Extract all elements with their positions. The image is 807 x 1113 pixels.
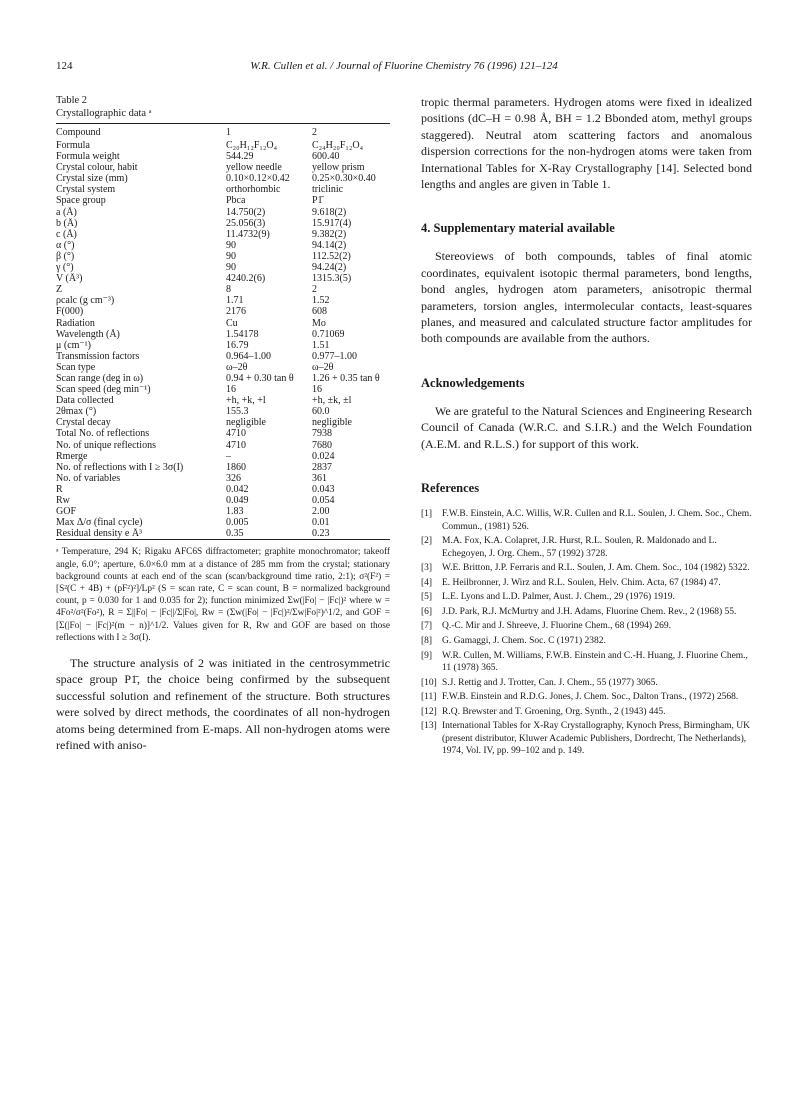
row-label-cell: β (°) (56, 250, 75, 262)
row-label-cell: Scan type (56, 361, 96, 373)
reference-item (421, 635, 752, 647)
reference-number: [3] (421, 563, 433, 574)
table-row (56, 184, 390, 195)
reference-text: S.J. Rettig and J. Trotter, Can. J. Chem., 55 (1977) 3065. (442, 677, 658, 688)
reference-item (421, 535, 752, 560)
value-cell: 94.24(2) (312, 262, 347, 274)
value-cell: 60.0 (312, 406, 330, 418)
value-cell: 7938 (312, 428, 332, 440)
row-label-cell: Scan range (deg in ω) (56, 372, 144, 384)
value-cell: 2.00 (312, 506, 330, 518)
row-label-cell: GOF (56, 506, 77, 518)
value-cell: 544.29 (226, 151, 254, 163)
value-cell: 2176 (226, 306, 246, 318)
reference-text: J.D. Park, R.J. McMurtry and J.H. Adams, Fluorine Chem. Rev., 2 (1968) 55. (442, 606, 737, 617)
value-cell: 1.83 (226, 506, 244, 518)
value-cell: 16.79 (226, 339, 249, 351)
row-label-cell: No. of variables (56, 472, 121, 484)
reference-number: [5] (421, 592, 433, 603)
value-cell: 90 (226, 262, 236, 274)
header-cell: Compound (56, 127, 101, 138)
value-cell: 25.056(3) (226, 217, 266, 229)
row-label-cell: Formula (56, 140, 90, 151)
value-cell: 0.042 (226, 483, 249, 495)
value-cell: 0.054 (312, 495, 335, 506)
left-column (56, 94, 390, 753)
value-cell: 0.005 (226, 517, 249, 529)
value-cell: 0.964–1.00 (226, 350, 271, 362)
table-row (56, 517, 390, 528)
value-cell: – (226, 450, 231, 462)
value-cell: orthorhombic (226, 184, 281, 196)
right-column (421, 94, 752, 760)
table-row (56, 462, 390, 473)
value-cell: 0.10×0.12×0.42 (226, 173, 290, 185)
table-row (56, 207, 390, 218)
reference-number: [12] (421, 706, 437, 717)
journal-citation: W.R. Cullen et al. / Journal of Fluorine Chemistry 76 (1996) 121–124 (250, 60, 558, 72)
reference-text: Q.-C. Mir and J. Shreeve, J. Fluorine Chem., 68 (1994) 269. (442, 621, 672, 632)
value-cell: 90 (226, 250, 236, 262)
row-label-cell: No. of reflections with I ≥ 3σ(I) (56, 461, 184, 473)
table-row (56, 306, 390, 317)
value-cell: 0.71069 (312, 328, 345, 340)
row-label-cell: a (Å) (56, 206, 77, 218)
table-row (56, 373, 390, 384)
value-cell: 1315.3(5) (312, 273, 352, 285)
value-cell: 326 (226, 472, 241, 484)
row-label-cell: c (Å) (56, 228, 77, 240)
value-cell: ω–2θ (226, 361, 248, 373)
value-cell: 1.26 + 0.35 tan θ (312, 372, 380, 384)
reference-item (421, 620, 752, 632)
paragraph: tropic thermal parameters. Hydrogen atoms were fixed in idealized positions (dC–H = 0.98 Å, BH = 1.2 Bbonded atom, methyl groups staggered). Neutral atom scattering factors and anomalous dispersion corrections for the non-hydrogen atoms were taken from International Tables for X-Ray Crystallography [14]. Selected bond lengths and angles are given in Table 1. (421, 95, 752, 192)
row-label-cell: Crystal size (mm) (56, 173, 128, 185)
value-cell: 0.25×0.30×0.40 (312, 173, 376, 185)
value-cell: 0.977–1.00 (312, 350, 357, 362)
value-cell: yellow prism (312, 162, 365, 174)
section-title-references: References (421, 481, 480, 496)
table-row (56, 528, 390, 539)
reference-text: L.E. Lyons and L.D. Palmer, Aust. J. Chem., 29 (1976) 1919. (442, 592, 675, 603)
row-label-cell: Z (56, 284, 63, 296)
paragraph: Stereoviews of both compounds, tables of final atomic coordinates, equivalent isotopic thermal parameters, bond lengths, bond angles, hydrogen atom parameters, anisotropic thermal parameters, torsion angles, intermolecular contacts, least-squares planes, and measured and calculated structure factor amplitudes for both compounds are available from the authors. (421, 249, 752, 346)
reference-text: W.E. Britton, J.P. Ferraris and R.L. Soulen, J. Am. Chem. Soc., 104 (1982) 5322. (442, 563, 750, 574)
table-row (56, 173, 390, 184)
table-row (56, 318, 390, 329)
row-label-cell: F(000) (56, 306, 84, 318)
row-label-cell: Scan speed (deg min⁻¹) (56, 384, 151, 396)
row-label-cell: Rmerge (56, 450, 88, 462)
table-row (56, 473, 390, 484)
value-cell: 1.54178 (226, 328, 259, 340)
value-cell: 2 (312, 284, 317, 296)
table-body (56, 140, 390, 539)
row-label-cell: 2θmax (°) (56, 406, 97, 418)
table-row (56, 284, 390, 295)
row-label-cell: Crystal system (56, 184, 116, 196)
reference-item (421, 577, 752, 589)
value-cell: 9.382(2) (312, 228, 347, 240)
table-row (56, 195, 390, 206)
table-row (56, 329, 390, 340)
value-cell: Cu (226, 317, 238, 329)
row-label-cell: Rw (56, 495, 70, 506)
value-cell: 9.618(2) (312, 206, 347, 218)
row-label-cell: V (Å³) (56, 273, 83, 285)
paragraph: The structure analysis of 2 was initiated in the centrosymmetric space group P1̄, the choice being confirmed by the subsequent successful solution and refinement of the structure. Both structures were solved by direct methods, the coordinates of all non-hydrogen atoms being determined from E-maps. All non-hydrogen atoms were refined with aniso- (56, 656, 390, 753)
row-label-cell: Residual density e Å³ (56, 528, 143, 540)
reference-item (421, 691, 752, 703)
header-cell: 1 (226, 127, 231, 138)
reference-item (421, 677, 752, 689)
table-row (56, 240, 390, 251)
row-label-cell: μ (cm⁻¹) (56, 339, 92, 351)
running-header (56, 60, 752, 76)
value-cell: 0.049 (226, 495, 249, 506)
page-number: 124 (56, 60, 73, 72)
value-cell: 14.750(2) (226, 206, 266, 218)
value-cell: Mo (312, 317, 326, 329)
table-row (56, 340, 390, 351)
reference-item (421, 591, 752, 603)
left-body-text (56, 655, 390, 753)
table-row (56, 140, 390, 151)
value-cell: 7680 (312, 439, 332, 451)
reference-number: [11] (421, 692, 437, 703)
table-row (56, 384, 390, 395)
row-label-cell: Total No. of reflections (56, 428, 150, 440)
value-cell: 0.043 (312, 483, 335, 495)
table-row (56, 251, 390, 262)
row-label-cell: Radiation (56, 317, 95, 329)
value-cell: 1.52 (312, 295, 330, 307)
table-row (56, 362, 390, 373)
value-cell: negligible (226, 417, 266, 429)
table-header-row (56, 124, 390, 140)
value-cell: C₂₀H₁₂F₁₂O₄ (226, 140, 278, 151)
reference-number: [8] (421, 636, 433, 647)
row-label-cell: Data collected (56, 395, 114, 407)
row-label-cell: α (°) (56, 239, 75, 251)
table-row (56, 451, 390, 462)
value-cell: 11.4732(9) (226, 228, 270, 240)
value-cell: P1̄ (312, 195, 323, 207)
table-row (56, 406, 390, 417)
table-row (56, 273, 390, 284)
reference-number: [7] (421, 621, 433, 632)
value-cell: negligible (312, 417, 352, 429)
table-row (56, 417, 390, 428)
reference-number: [4] (421, 577, 433, 588)
reference-text: F.W.B. Einstein and R.D.G. Jones, J. Chem. Soc., Dalton Trans., (1972) 2568. (442, 692, 739, 703)
value-cell: 0.35 (226, 528, 244, 540)
value-cell: 0.94 + 0.30 tan θ (226, 372, 294, 384)
reference-item (421, 720, 752, 757)
table-caption: Crystallographic data ᵃ (56, 108, 152, 119)
value-cell: 94.14(2) (312, 239, 347, 251)
row-label-cell: γ (°) (56, 262, 74, 274)
value-cell: 1860 (226, 461, 246, 473)
reference-number: [10] (421, 677, 437, 688)
reference-number: [9] (421, 650, 433, 661)
reference-text: W.R. Cullen, M. Williams, F.W.B. Einstein and C.-H. Huang, J. Fluorine Chem., 11 (1978) 365. (442, 650, 748, 674)
table-row (56, 351, 390, 362)
table-row (56, 295, 390, 306)
value-cell: 0.01 (312, 517, 330, 529)
header-cell: 2 (312, 127, 317, 138)
row-label-cell: ρcalc (g cm⁻³) (56, 295, 115, 307)
value-cell: 1.71 (226, 295, 244, 307)
value-cell: 16 (312, 384, 322, 396)
row-label-cell: Crystal colour, habit (56, 162, 138, 174)
value-cell: +h, ±k, ±l (312, 395, 352, 407)
value-cell: 0.024 (312, 450, 335, 462)
value-cell: 15.917(4) (312, 217, 352, 229)
row-label-cell: No. of unique reflections (56, 439, 156, 451)
reference-item (421, 706, 752, 718)
value-cell: 8 (226, 284, 231, 296)
table-label: Table 2 (56, 95, 88, 106)
row-label-cell: R (56, 483, 63, 495)
row-label-cell: Wavelength (Å) (56, 328, 120, 340)
value-cell: 608 (312, 306, 327, 318)
value-cell: yellow needle (226, 162, 282, 174)
row-label-cell: Formula weight (56, 151, 120, 163)
table-bottom-rule (56, 539, 390, 540)
section-title-supplementary: 4. Supplementary material available (421, 221, 615, 236)
reference-item (421, 562, 752, 574)
value-cell: 2837 (312, 461, 332, 473)
table-row (56, 395, 390, 406)
value-cell: 600.40 (312, 151, 340, 163)
value-cell: 0.23 (312, 528, 330, 540)
value-cell: 155.3 (226, 406, 249, 418)
reference-text: M.A. Fox, K.A. Colapret, J.R. Hurst, R.L. Soulen, R. Maldonado and L. Echegoyen, J. Org. Chem., 57 (1992) 3728. (442, 536, 717, 559)
reference-number: [13] (421, 721, 437, 732)
row-label-cell: Crystal decay (56, 417, 111, 429)
value-cell: 1.51 (312, 339, 330, 351)
row-label-cell: Space group (56, 195, 106, 207)
value-cell: 4240.2(6) (226, 273, 266, 285)
value-cell: 112.52(2) (312, 250, 351, 262)
table-footnote: ᵃ Temperature, 294 K; Rigaku AFC6S diffractometer; graphite monochromator; takeoff angle, 6.0°; aperture, 6.0×6.0 mm at a distance of 285 mm from the crystal; stationary background counts at each end of the scan (scan/background time ratio, 2:1); σ²(F²) = [S²(C + 4B) + (pF²)²]/Lp² (S = scan rate, C = scan count, B = normalized background count, p = 0.030 for 1 and 0.035 for 2); function minimized Σw(|Fo| − |Fc|)² where w = 4Fo²/σ²(Fo²), R = Σ||Fo| − |Fc||/Σ|Fo|, Rw = (Σw(|Fo| − |Fc|)²/Σw|Fo|²)^1/2, and GOF = [Σ(|Fo| − |Fc|)²(m − n)]^1/2. Values given for R, Rw and GOF are based on those reflections with I ≥ 3σ(I). (56, 547, 390, 643)
row-label-cell: Transmission factors (56, 350, 140, 362)
table-row (56, 484, 390, 495)
paragraph: We are grateful to the Natural Sciences and Engineering Research Council of Canada (W.R.C. and S.I.R.) and the Welch Foundation (A.E.M. and R.L.S.) for support of this work. (421, 403, 752, 451)
table-row (56, 162, 390, 173)
value-cell: 4710 (226, 428, 246, 440)
value-cell: 16 (226, 384, 236, 396)
reference-number: [1] (421, 509, 433, 520)
reference-text: E. Heilbronner, J. Wirz and R.L. Soulen, Helv. Chim. Acta, 67 (1984) 47. (442, 577, 721, 588)
reference-text: F.W.B. Einstein, A.C. Willis, W.R. Cullen and R.L. Soulen, J. Chem. Soc., Chem. Commun., (1981) 526. (442, 509, 752, 532)
reference-list (421, 508, 752, 758)
reference-text: International Tables for X-Ray Crystallography, Kynoch Press, Birmingham, UK (present distributor, Kluwer Academic Publishers, Dordrecht, The Netherlands), 1974, Vol. IV, pp. 99–102 and p. 149. (442, 721, 751, 757)
value-cell: triclinic (312, 184, 344, 196)
section-title-acknowledgements: Acknowledgements (421, 375, 525, 390)
table-row (56, 506, 390, 517)
table-row (56, 262, 390, 273)
row-label-cell: Max Δ/σ (final cycle) (56, 517, 143, 529)
reference-item (421, 650, 752, 675)
value-cell: 361 (312, 472, 327, 484)
table-row (56, 151, 390, 162)
value-cell: Pbca (226, 195, 246, 207)
table-row (56, 229, 390, 240)
reference-number: [2] (421, 536, 433, 547)
reference-text: G. Gamaggi, J. Chem. Soc. C (1971) 2382. (442, 636, 606, 647)
reference-item (421, 508, 752, 533)
table-row (56, 428, 390, 439)
value-cell: ω–2θ (312, 361, 334, 373)
row-label-cell: b (Å) (56, 217, 78, 229)
value-cell: C₂₄H₂₀F₁₂O₄ (312, 140, 364, 151)
crystallographic-table (56, 124, 390, 539)
reference-item (421, 606, 752, 618)
value-cell: +h, +k, +l (226, 395, 266, 407)
table-row (56, 495, 390, 506)
reference-number: [6] (421, 606, 433, 617)
value-cell: 90 (226, 239, 236, 251)
table-row (56, 218, 390, 229)
table-row (56, 440, 390, 451)
reference-text: R.Q. Brewster and T. Groening, Org. Synth., 2 (1943) 445. (442, 706, 666, 717)
value-cell: 4710 (226, 439, 246, 451)
